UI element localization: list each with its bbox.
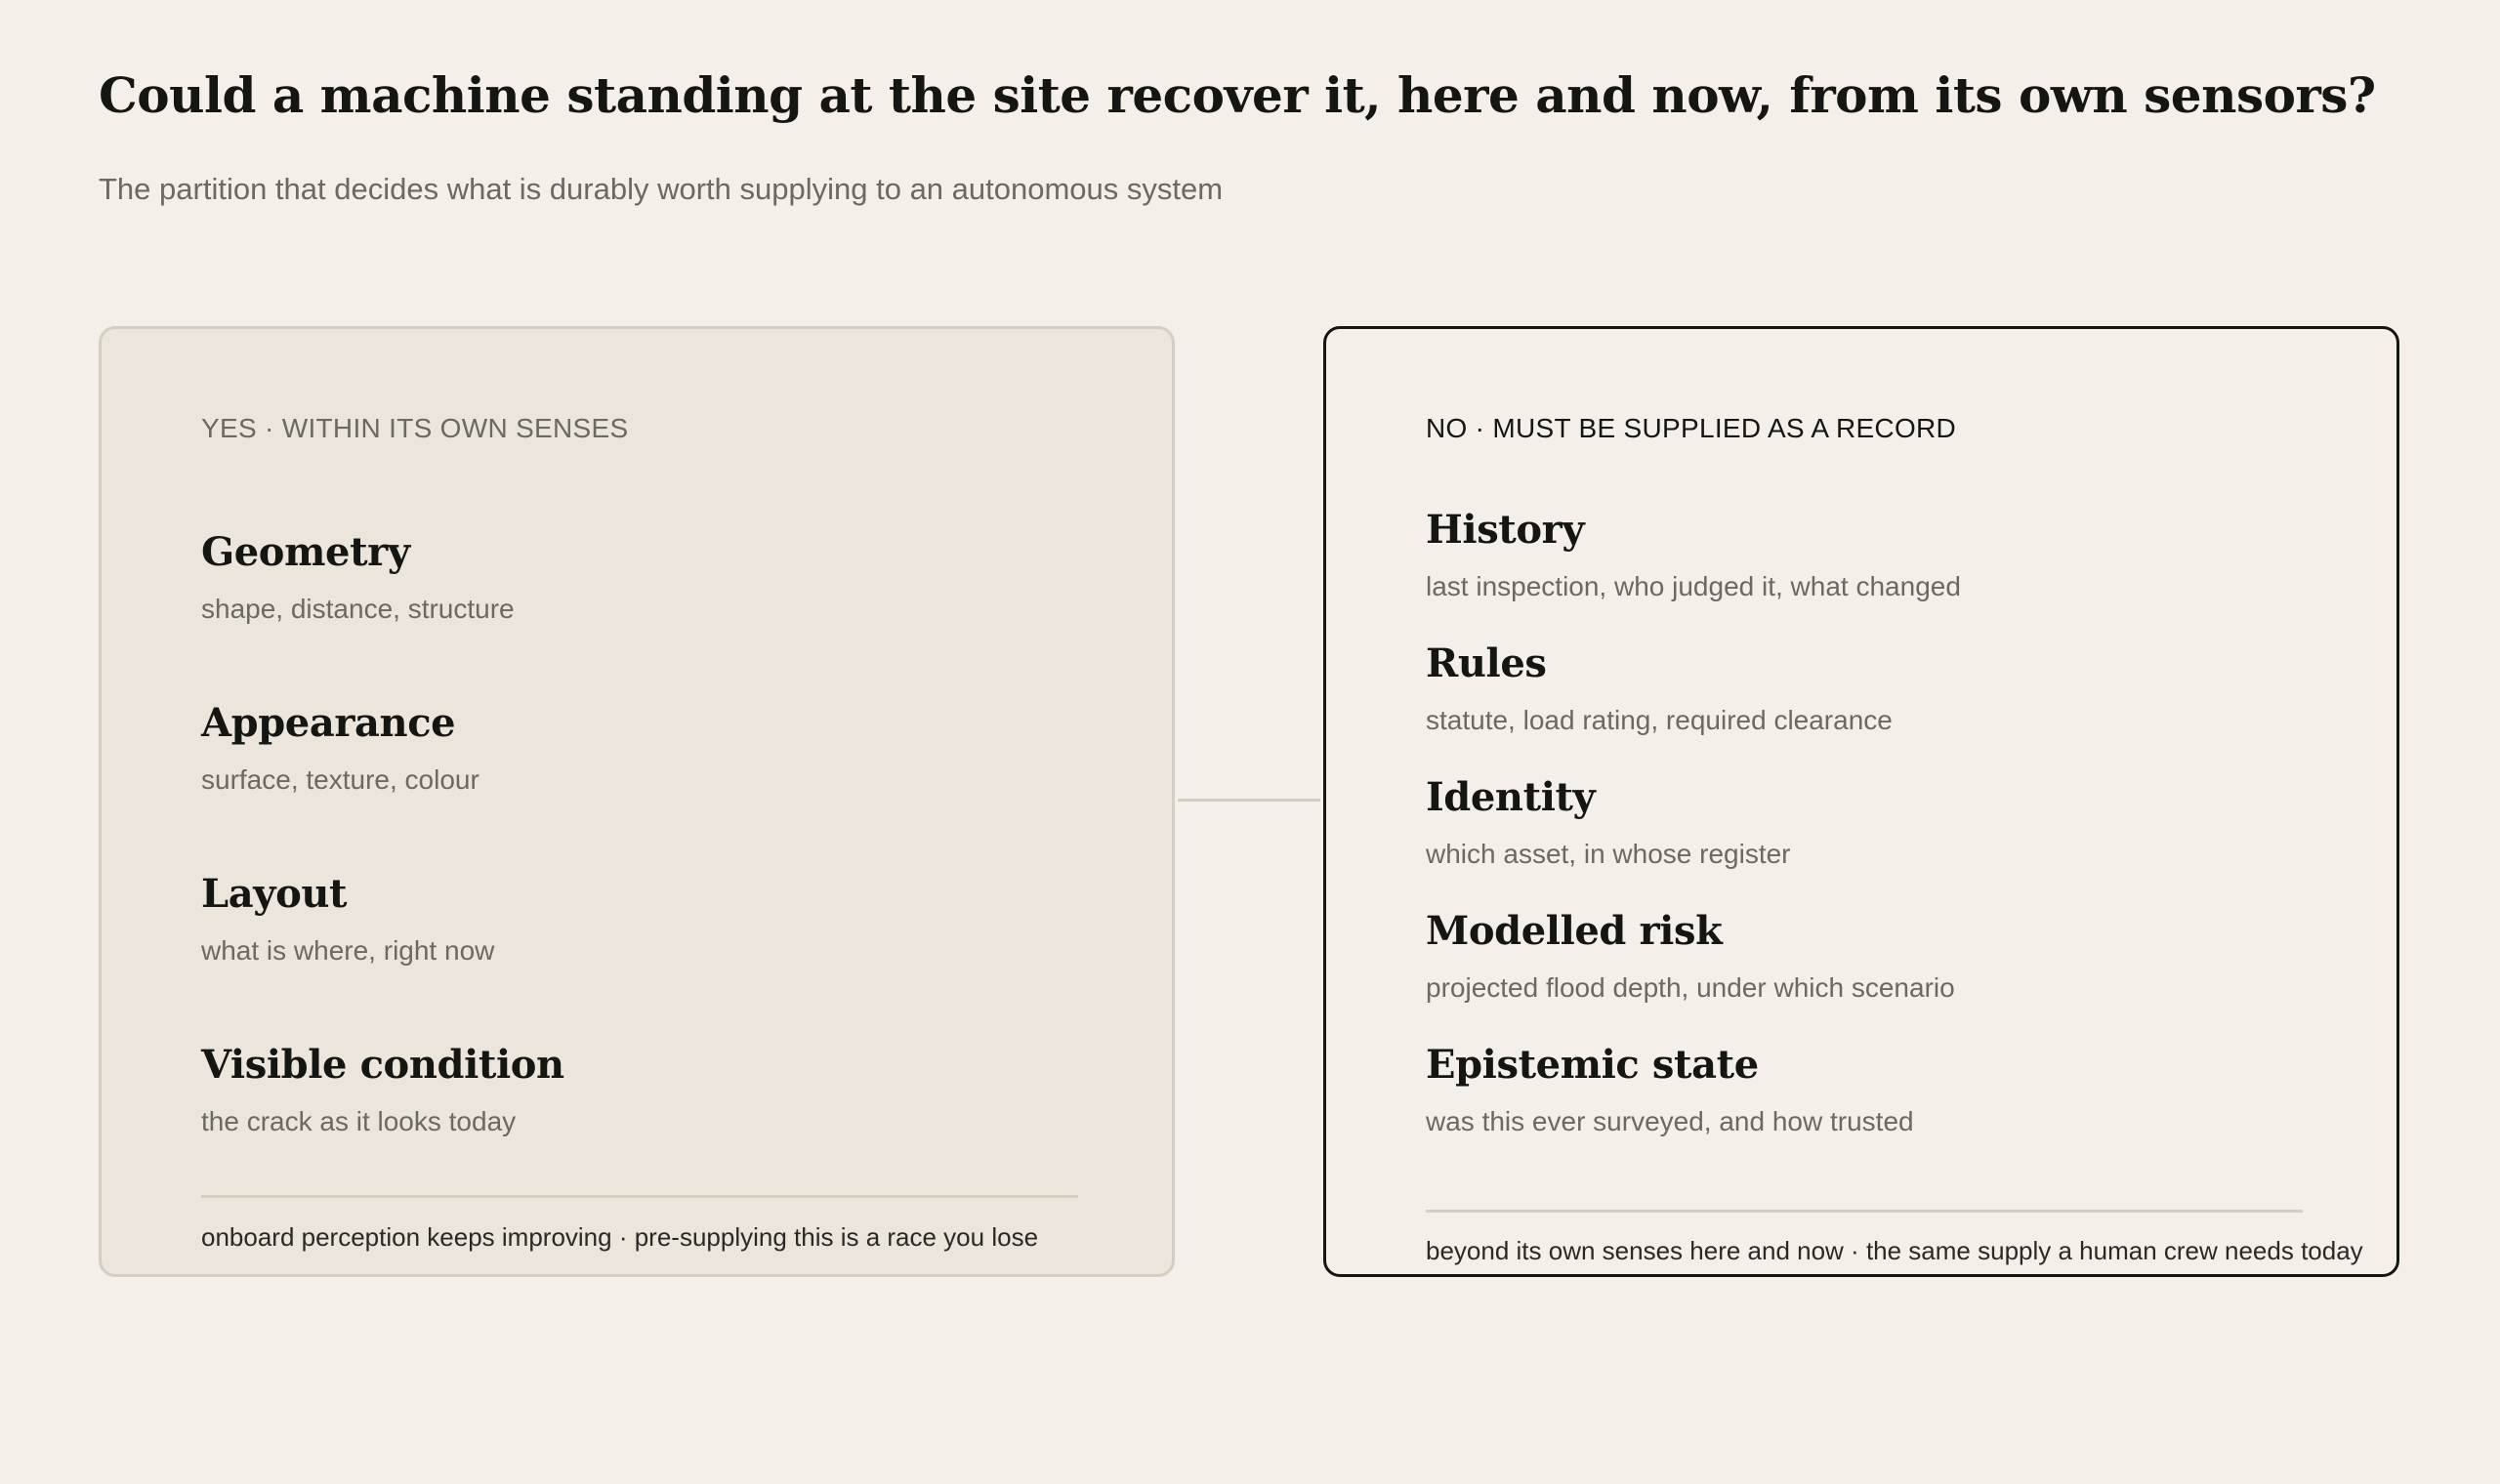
category-title: Epistemic state xyxy=(1426,1042,1759,1088)
category-title: Identity xyxy=(1426,774,1596,820)
panel-note-no: beyond its own senses here and now · the same supply a human crew needs today xyxy=(1426,1236,2363,1265)
category-description: the crack as it looks today xyxy=(201,1106,517,1136)
category-description: statute, load rating, required clearance xyxy=(1426,705,1893,735)
category-title: Appearance xyxy=(201,700,456,746)
diagram-title: Could a machine standing at the site recover it, here and now, from its own sensors? xyxy=(99,66,2376,124)
category-modelled-risk xyxy=(1426,907,1955,1006)
category-epistemic-state xyxy=(1426,1041,1914,1139)
panel-within-senses xyxy=(99,326,1175,1277)
panel-label-yes: YES · WITHIN ITS OWN SENSES xyxy=(201,413,629,443)
category-description: projected flood depth, under which scenario xyxy=(1426,972,1955,1003)
panel-supplied-record xyxy=(1323,326,2399,1277)
panel-note-yes: onboard perception keeps improving · pre-supplying this is a race you lose xyxy=(201,1222,1039,1252)
category-title: History xyxy=(1426,507,1585,553)
panel-connector-line xyxy=(1178,799,1320,802)
category-title: Layout xyxy=(201,871,348,917)
category-description: what is where, right now xyxy=(201,935,495,966)
category-title: Rules xyxy=(1426,640,1547,686)
category-description: which asset, in whose register xyxy=(1426,839,1791,869)
category-description: was this ever surveyed, and how trusted xyxy=(1426,1106,1914,1136)
panel-divider xyxy=(1426,1210,2303,1213)
category-title: Modelled risk xyxy=(1426,908,1723,954)
panel-label-no: NO · MUST BE SUPPLIED AS A RECORD xyxy=(1426,413,1957,443)
category-description: surface, texture, colour xyxy=(201,764,479,795)
category-description: last inspection, who judged it, what changed xyxy=(1426,571,1961,601)
panel-divider xyxy=(201,1195,1078,1198)
category-layout xyxy=(201,870,494,969)
category-geometry xyxy=(201,528,515,627)
category-identity xyxy=(1426,773,1791,872)
diagram-subtitle: The partition that decides what is durably worth supplying to an autonomous system xyxy=(99,172,1224,206)
category-history xyxy=(1426,506,1961,604)
category-appearance xyxy=(201,699,479,798)
category-title: Visible condition xyxy=(201,1042,564,1088)
category-description: shape, distance, structure xyxy=(201,594,515,624)
category-rules xyxy=(1426,639,1893,738)
category-visible-condition xyxy=(201,1041,564,1139)
category-title: Geometry xyxy=(201,529,410,575)
